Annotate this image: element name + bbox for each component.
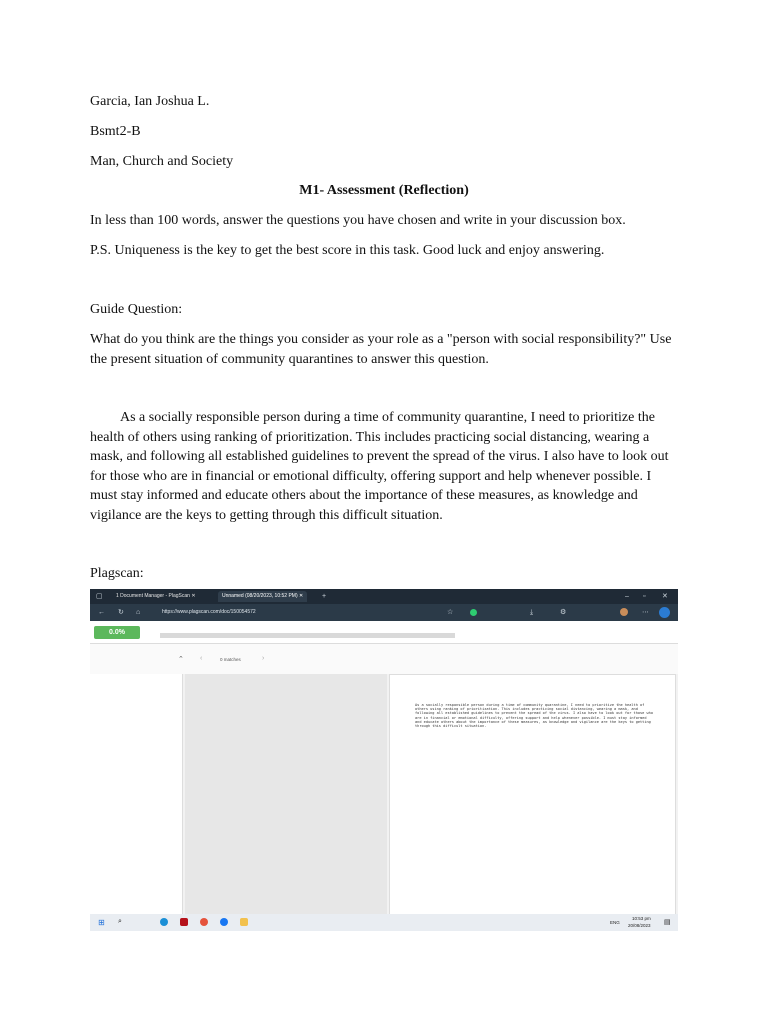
student-name: Garcia, Ian Joshua L. <box>90 94 210 109</box>
guide-question: What do you think are the things you consider as your role as a "person with social responsibility?" Use the present situation of community quarantines to answer this question. <box>90 332 672 367</box>
prev-icon[interactable]: ‹ <box>200 655 203 662</box>
profile-avatar[interactable] <box>620 608 628 616</box>
up-arrow-icon[interactable]: ⌃ <box>178 656 184 663</box>
home-icon[interactable]: ⌂ <box>136 609 141 616</box>
sources-pane <box>90 674 183 914</box>
start-icon[interactable]: ⊞ <box>98 918 105 927</box>
tab-label: 1 Document Manager - PlagScan <box>116 593 190 599</box>
bing-icon[interactable] <box>659 607 670 618</box>
plagscan-label: Plagscan: <box>90 566 144 581</box>
settings-icon[interactable]: ⚙ <box>560 609 567 616</box>
clock-time[interactable]: 10:53 pm <box>632 916 651 921</box>
document-pane <box>389 674 676 916</box>
folder-icon[interactable] <box>240 918 248 926</box>
downloads-icon[interactable]: ⤓ <box>530 609 534 616</box>
plagiarism-score: 0.0% <box>94 626 140 639</box>
result-bar <box>160 633 455 638</box>
minimize-icon[interactable]: – <box>625 593 629 600</box>
tab-label: Unnamed (08/20/2023, 10:52 PM) <box>222 593 298 599</box>
extension-icon[interactable] <box>470 609 477 616</box>
clock-date[interactable]: 20/08/2023 <box>628 923 651 928</box>
note: P.S. Uniqueness is the key to get the best score in this task. Good luck and enjoy answering. <box>90 243 605 258</box>
filter-bar <box>90 644 678 674</box>
plagscan-screenshot <box>90 589 678 931</box>
app-icon[interactable] <box>180 918 188 926</box>
browser-tab-bar <box>90 589 678 604</box>
answer-paragraph: As a socially responsible person during a time of community quarantine, I need to prioritize the health of others using ranking of prioritization. This includes practicing social distancing, wearing a mask, and following all established guidelines to prevent the spread of the virus. I also have to look out for those who are in financial or emotional difficulty, offering support and help whenever possible. I must stay informed and educate others about the importance of these measures, as knowledge and vigilance are the keys to getting through this difficult situation. <box>90 410 669 523</box>
matches-count: 0 matches <box>220 657 241 662</box>
edge-icon[interactable] <box>160 918 168 926</box>
document-text: As a socially responsible person during a time of community quarantine, I need to prioritize the health of others using ranking of prioritization. This includes practicing social distancing, wearing a mask, and following all established guidelines to prevent the spread of the virus. I also have to look out for those who are in financial or emotional difficulty, offering support and help whenever possible. I must stay informed and educate others about the importance of these measures, as knowledge and vigilance are the keys to getting through this difficult situation. <box>415 703 653 729</box>
assessment-title: M1- Assessment (Reflection) <box>299 183 469 198</box>
back-icon[interactable]: ← <box>98 609 105 616</box>
more-icon[interactable]: ⋯ <box>642 609 649 616</box>
tab-document-manager[interactable]: 1 Document Manager - PlagScan ✕ <box>116 593 196 599</box>
search-icon[interactable]: ⌕ <box>118 918 122 925</box>
address-bar <box>90 604 678 621</box>
windows-taskbar <box>90 914 678 931</box>
matches-pane <box>185 674 387 914</box>
instructions: In less than 100 words, answer the questions you have chosen and write in your discussion box. <box>90 213 626 228</box>
plagscan-toolbar <box>90 621 678 644</box>
notification-icon[interactable]: ▤ <box>664 919 671 926</box>
new-tab-icon[interactable]: + <box>322 593 327 600</box>
language-indicator[interactable]: ENG <box>610 920 620 925</box>
guide-label: Guide Question: <box>90 302 183 317</box>
section: Bsmt2-B <box>90 124 141 139</box>
maximize-icon[interactable]: ▫ <box>643 593 646 600</box>
messenger-icon[interactable] <box>220 918 228 926</box>
window-menu-icon: ▢ <box>96 593 103 600</box>
course: Man, Church and Society <box>90 154 234 169</box>
tab-unnamed[interactable]: Unnamed (08/20/2023, 10:52 PM) ✕ <box>218 591 307 602</box>
next-icon[interactable]: › <box>262 655 265 662</box>
url-field[interactable]: https://www.plagscan.com/doc/150054572 <box>162 609 256 615</box>
star-icon[interactable]: ☆ <box>447 609 454 616</box>
chrome-icon[interactable] <box>200 918 208 926</box>
close-icon[interactable]: ✕ <box>662 593 668 600</box>
refresh-icon[interactable]: ↻ <box>118 609 124 616</box>
